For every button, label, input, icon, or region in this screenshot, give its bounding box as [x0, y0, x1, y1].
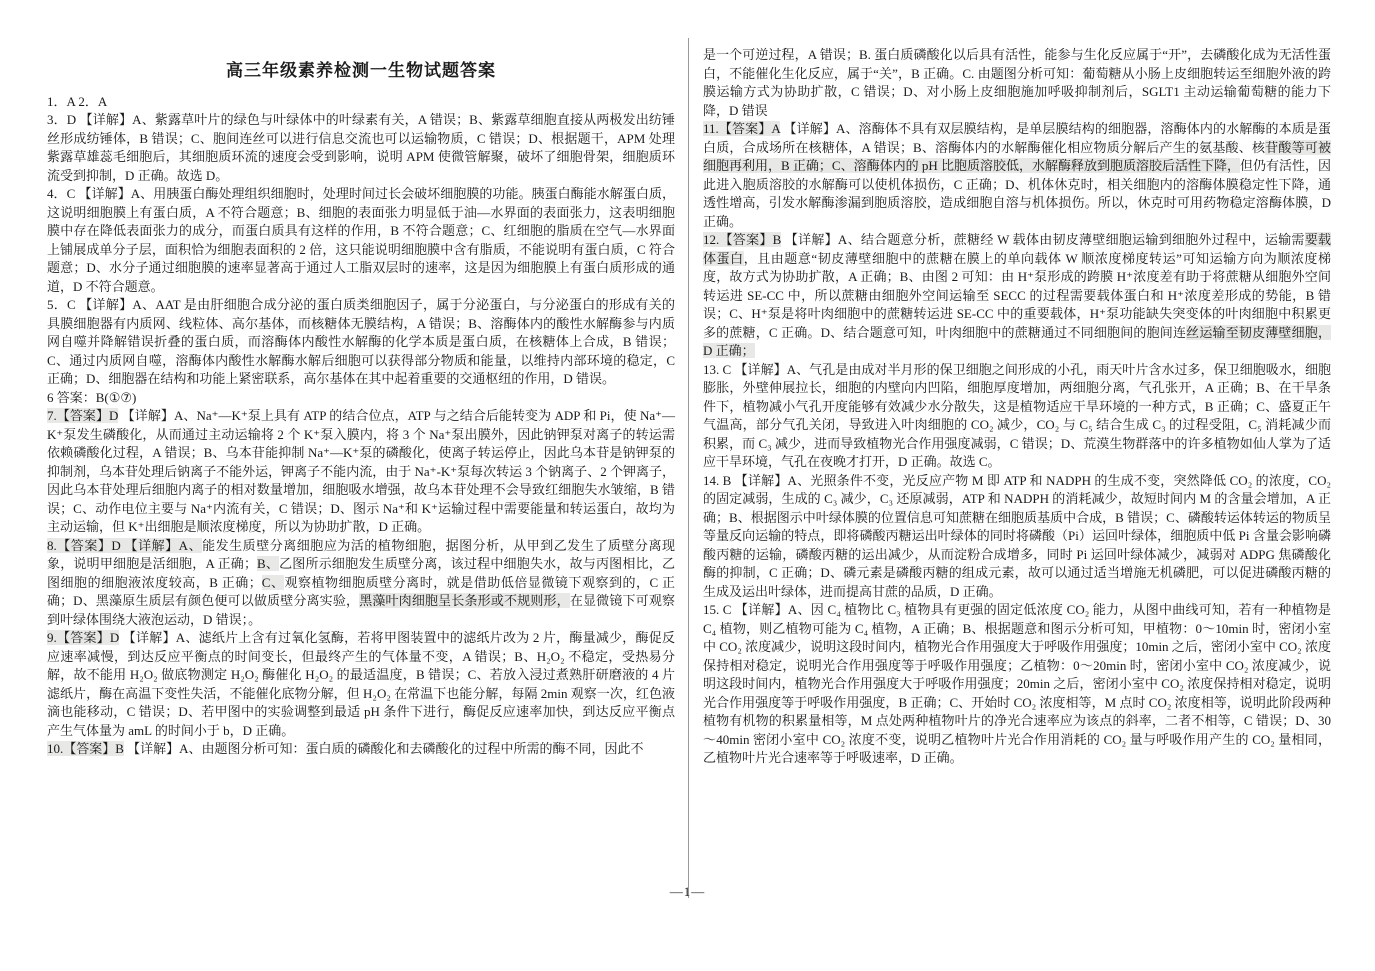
text-segment: 【详解】A、结合题意分析，蔗糖经 W 载体由韧皮薄壁细胞运输到细胞外过程中，运输需	[781, 232, 1305, 247]
highlighted-text-segment: B、	[256, 556, 280, 571]
highlighted-text-segment: 丝运输至韧皮薄壁细胞，D 正确；	[703, 324, 1331, 358]
answer-paragraph	[703, 46, 1331, 120]
answer-paragraph	[703, 361, 1331, 472]
right-column	[703, 46, 1331, 768]
highlighted-text-segment: 11.【答案】A	[703, 121, 781, 136]
text-segment: 【详解】A、滤纸片上含有过氧化氢酶，若将甲图装置中的滤纸片改为 2 片，酶量减少，酶促反应速率减慢，到达反应平衡点的时间变长，但最终产生的气体量不变，A 错误；B、H₂O₂ 不稳定，受热易分解，故不能用 H₂O₂ 做底物测定 H₂O₂ 酶催化 H₂O₂ 的最适温度，B 错误；C、若放入浸过煮熟肝研磨液的 4 片滤纸片，酶在高温下变性失活，不能催化底物分解，但 H₂O₂ 在常温下也能分解，每隔 2min 观察一次，红色液滴也能移动，C 错误；D、若甲图中的实验调整到最适 pH 条件下进行，酶促反应速率加快，到达反应平衡点产生气体量为 amL 的时间小于 b，D 正确。	[47, 630, 676, 738]
answer-paragraph	[47, 185, 675, 296]
text-segment: 【详解】A、Na⁺—K⁺泵上具有 ATP 的结合位点，ATP 与之结合后能转变为 ADP 和 Pi，使 Na⁺—K⁺泵发生磷酸化，从而通过主动运输将 2 个 K⁺泵入膜内，将 3 个 Na⁺泵出膜外，因此钠钾泵对离子的转运需依赖磷酸化过程，A 错误；B、乌本苷能抑制 Na⁺—K⁺泵的磷酸化，使离子转运停止，因此乌本苷是钠钾泵的抑制剂，乌本苷处理后钠离子不能外运，钾离子不能内流，由于 Na⁺-K⁺泵每次转运 3 个钠离子、2 个钾离子，因此乌本苷处理后细胞内离子的相对数量增加，细胞吸水增强，故乌本苷处理不会导致红细胞失水皱缩，B 错误；C、动作电位主要与 Na⁺内流有关，C 错误；D、图示 Na⁺和 K⁺运输过程中需要能量和转运蛋白，故均为主动运输，但 K⁺出细胞是顺浓度梯度，所以为协助扩散，D 正确。	[47, 408, 675, 534]
highlighted-text-segment: 黑藻叶肉细胞呈长条形或不规则形，	[359, 593, 570, 608]
highlighted-text-segment: C、	[261, 574, 285, 590]
highlighted-text-segment: 9.【答案】D	[47, 630, 120, 645]
answer-paragraph	[703, 472, 1331, 602]
answer-paragraph	[703, 601, 1331, 768]
answer-paragraph	[703, 120, 1331, 231]
highlighted-text-segment: 要载体蛋白	[703, 232, 1331, 266]
text-segment: 3．D 【详解】A、紫露草叶片的绿色与叶绿体中的叶绿素有关，A 错误；B、紫露草细胞直接从两极发出纺锤丝形成纺锤体，B 错误；C、胞间连丝可以进行信息交流也可以运输物质，C 错误；D、根据题干，APM 处理紫露草雄蕊毛细胞后，其细胞质环流的速度会受到影响，说明 APM 使微管解聚，破坏了细胞骨架，细胞质环流受到抑制，D 正确。故选 D。	[47, 112, 675, 183]
text-segment: 但仍有活性，因此进入胞质溶胶的水解酶可以使机体损伤，C 正确；D、机体休克时，相关细胞内的溶酶体膜稳定性下降，通透性增高，引发水解酶渗漏到胞质溶胶，造成细胞自溶与机体损伤。所以，休克时可用药物稳定溶酶体膜，D 正确。	[703, 158, 1331, 229]
left-column	[47, 46, 675, 759]
text-segment: 15. C 【详解】A、因 C₄ 植物比 C₃ 植物具有更强的固定低浓度 CO₂ 能力，从图中曲线可知，若有一种植物是 C₄ 植物，则乙植物可能为 C₄ 植物，A 正确；B、根据题意和图示分析可知，甲植物：0～10min 时，密闭小室中 CO₂ 浓度减少，说明这段时间内，植物光合作用强度大于呼吸作用强度；10min 之后，密闭小室中 CO₂ 浓度保持相对稳定，说明光合作用强度等于呼吸作用强度；乙植物：0～20min 时，密闭小室中 CO₂ 浓度减少，说明这段时间内，植物光合作用强度大于呼吸作用强度；20min 之后，密闭小室中 CO₂ 浓度保持相对稳定，说明光合作用强度等于呼吸作用强度，B 正确；C、开始时 CO₂ 浓度相等，M 点时 CO₂ 浓度相等，说明此阶段两种植物有机物的积累量相等，M 点处两种植物叶片的净光合速率应为该点的斜率，二者不相等，C 错误；D、30～40min 密闭小室中 CO₂ 浓度不变，说明乙植物叶片光合作用消耗的 CO₂ 量与呼吸作用产生的 CO₂ 量相同，乙植物叶片光合速率等于呼吸速率，D 正确。	[703, 602, 1331, 765]
highlighted-text-segment: 7.【答案】D	[47, 408, 119, 423]
highlighted-text-segment: 10.【答案】B	[47, 741, 124, 756]
highlighted-text-segment: 8.【答案】D 【详解】A、	[47, 537, 203, 553]
text-segment: 观察植物细胞质壁分离时，就是借助低倍显微镜下观察到的，C 正确；D、黑藻原生质层有颜色便可以做质壁分离实验，	[47, 574, 676, 608]
text-segment: 乙图所示细胞发生质壁分离，该过程中细胞失水，故与丙图相比，乙图细胞的细胞液浓度较高，B 正确；	[47, 556, 675, 590]
answer-paragraph	[47, 537, 675, 630]
text-segment: 6 答案：B(①⑦)	[47, 389, 137, 405]
column-divider	[688, 38, 689, 898]
page-title: 高三年级素养检测一生物试题答案	[226, 61, 496, 80]
text-segment: ，且由题意“韧皮薄壁细胞中的蔗糖在膜上的单向载体 W 顺浓度梯度转运”可知运输方向为顺浓度梯度，故方式为协助扩散，A 正确；B、由图 2 可知：由 H⁺泵形成的跨膜 H⁺浓度差有助于将蔗糖从细胞外空间转运进 SE-CC 中，所以蔗糖由细胞外空间运输至 SECC 的过程需要载体蛋白和 H⁺浓度差形成的势能，B 错误；C、H⁺泵是将叶肉细胞中的蔗糖转运进 SE-CC 中的重要载体，H⁺泵功能缺失突变体的叶肉细胞中积累更多的蔗糖，C 正确。D、结合题意可知，叶肉细胞中的蔗糖通过不同细胞间的胞间连	[703, 250, 1331, 340]
text-segment: 【详解】A、溶酶体不具有双层膜结构，是单层膜结构的细胞器，溶酶体内的水解酶的本质是蛋白质，合成场所在核糖体，A 错误；B、溶酶体内的水解酶催化相应物质分解后产生的氨基酸、核	[703, 121, 1331, 155]
answer-paragraph	[703, 231, 1331, 361]
answer-paragraph	[47, 296, 675, 389]
text-segment: 【详解】A、由题图分析可知：蛋白质的磷酸化和去磷酸化的过程中所需的酶不同，因此不	[123, 741, 644, 756]
answer-paragraph	[47, 740, 675, 759]
answer-paragraph	[47, 389, 675, 408]
text-segment: 能发生质壁分离细胞应为活的植物细胞，据图分析，从甲到乙发生了质壁分离现象，说明甲细胞是活细胞，A 正确；	[47, 537, 675, 571]
highlighted-text-segment: 12.【答案】B	[703, 232, 782, 247]
text-segment: 4．C 【详解】A、用胰蛋白酶处理组织细胞时，处理时间过长会破坏细胞膜的功能。胰蛋白酶能水解蛋白质，这说明细胞膜上有蛋白质，A 不符合题意；B、细胞的表面张力明显低于油—水界面的表面张力，这表明细胞膜中存在降低表面张力的成分，而蛋白质具有这样的作用，B 不符合题意；C、红细胞的脂质在空气—水界面上铺展成单分子层，面积恰为细胞表面积的 2 倍，这只能说明细胞膜中含有脂质，不能说明有蛋白质，C 符合题意；D、水分子通过细胞膜的速率显著高于通过人工脂双层时的速率，这是因为细胞膜上有蛋白质形成的通道，D 不符合题意。	[47, 186, 675, 294]
text-segment: 是一个可逆过程，A 错误；B. 蛋白质磷酸化以后具有活性，能参与生化反应属于“开”，去磷酸化成为无活性蛋白，不能催化生化反应，属于“关”，B 正确。C. 由题图分析可知：葡萄糖从小肠上皮细胞转运至细胞外液的跨膜运输方式为协助扩散，C 错误；D、对小肠上皮细胞施加呼吸抑制剂后，SGLT1 主动运输葡萄糖的能力下降，D 错误	[703, 47, 1331, 118]
text-segment: 5．C 【详解】A、AAT 是由肝细胞合成分泌的蛋白质类细胞因子，属于分泌蛋白，与分泌蛋白的形成有关的具膜细胞器有内质网、线粒体、高尔基体，而核糖体无膜结构，A 错误；B、溶酶体内的酸性水解酶参与内质网自噬并降解错误折叠的蛋白质，而溶酶体内酸性水解酶的化学本质是蛋白质，在核糖体上合成，B 错误；C、通过内质网自噬，溶酶体内酸性水解酶水解后细胞可以获得部分物质和能量，以维持内部环境的稳定，C 正确；D、细胞器在结构和功能上紧密联系，高尔基体在其中起着重要的交通枢纽的作用，D 错误。	[47, 297, 675, 386]
text-segment: 1．A 2．A	[47, 93, 108, 109]
page-number: —1—	[669, 884, 706, 899]
text-segment: 14. B 【详解】A、光照条件不变，光反应产物 M 即 ATP 和 NADPH 的生成不变，突然降低 CO₂ 的浓度，CO₂ 的固定减弱，生成的 C₃ 减少，C₃ 还原减弱，ATP 和 NADPH 的消耗减少，故短时间内 M 的含量会增加，A 正确；B、根据图示中叶绿体膜的位置信息可知蔗糖在细胞质基质中合成，B 错误；C、磷酸转运体转运的物质呈等量反向运输的特点，即将磷酸丙糖运出叶绿体的同时将磷酸（Pi）运回叶绿体，细胞质中低 Pi 含量会影响磷酸丙糖的运输，磷酸丙糖的运出减少，从而淀粉合成增多，同时 Pi 运回叶绿体减少，减弱对 ADPG 焦磷酸化酶的抑制，C 正确；D、磷元素是磷酸丙糖的组成元素，故可以通过适当增施无机磷肥，可以促进磷酸丙糖的生成及运出叶绿体，进而提高甘蔗的品质，D 正确。	[703, 472, 1331, 599]
text-segment: 在显微镜下可观察到叶绿体围绕大液泡运动，D 错误；。	[47, 593, 675, 627]
answer-paragraph	[47, 93, 675, 112]
highlighted-text-segment: 苷酸等可被细胞再利用，B 正确；C、溶酶体内的 pH 比胞质溶胶低，水解酶释放到胞质溶胶后活性下降，	[703, 139, 1331, 173]
answer-paragraph	[47, 407, 675, 537]
text-segment: 13. C 【详解】A、气孔是由成对半月形的保卫细胞之间形成的小孔，雨天叶片含水过多，保卫细胞吸水，细胞膨胀，外壁伸展拉长，细胞的内壁向内凹陷，细胞厚度增加，两细胞分离，气孔张开，A 正确；B、在干旱条件下，植物减小气孔开度能够有效减少水分散失，这是植物适应干旱环境的一种方式，B 正确；C、盛夏正午气温高，部分气孔关闭，导致进入叶肉细胞的 CO₂ 减少，CO₂ 与 C₅ 结合生成 C₃ 的过程受阻，C₅ 消耗减少而积累，而 C₃ 减少，进而导致植物光合作用强度减弱，C 错误；D、荒漠生物群落中的许多植物如仙人掌为了适应干旱环境，气孔在夜晚才打开，D 正确。故选 C。	[703, 361, 1331, 469]
answer-paragraph	[47, 629, 675, 740]
answer-paragraph	[47, 111, 675, 185]
